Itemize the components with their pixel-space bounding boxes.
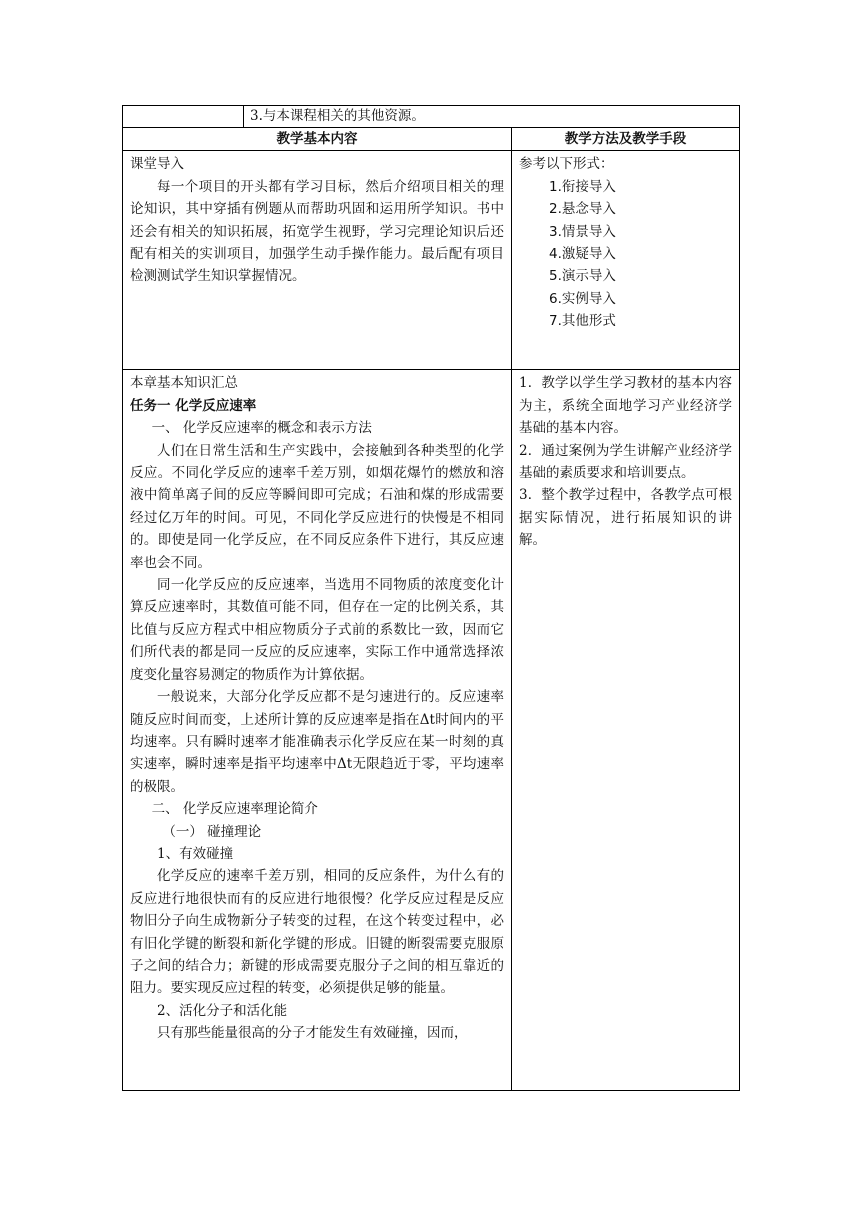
summary-title: 本章基本知识汇总 bbox=[130, 375, 238, 392]
paragraph-4: 化学反应的速率千差万别，相同的反应条件，为什么有的反应进行地很快而有的反应进行地很慢？化学反应过程是反应物旧分子向生成物新分子转变的过程，在这个转变过程中，必有旧化学键的断裂和新化学键的形成。旧键的断裂需要克服原子之间的结合力；新键的形成需要克服分子之间的相互靠近的阻力。要实现反应过程的转变，必须提供足够的能量。 bbox=[130, 868, 504, 997]
intro-row bbox=[123, 151, 740, 370]
methods-list bbox=[519, 176, 732, 333]
task-heading: 任务一 化学反应速率 bbox=[130, 397, 257, 414]
header-methods: 教学方法及教学手段 bbox=[512, 128, 740, 151]
resource-text: 3.与本课程相关的其他资源。 bbox=[250, 108, 425, 124]
method-item: 5.演示导入 bbox=[549, 268, 616, 285]
method-note-3: 3．整个教学过程中，各教学点可根据实际情况，进行拓展知识的讲解。 bbox=[519, 487, 733, 549]
method-item: 2.悬念导入 bbox=[549, 201, 616, 218]
method-item: 4.激疑导入 bbox=[549, 246, 616, 263]
method-item: 6.实例导入 bbox=[549, 290, 616, 307]
paragraph-2: 同一化学反应的反应速率，当选用不同物质的浓度变化计算反应速率时，其数值可能不同，但存在一定的比例关系，其比值与反应方程式中相应物质分子式前的系数比一致，因而它们所代表的都是同一反应的反应速率，实际工作中通常选择浓度变化量容易测定的物质作为计算依据。 bbox=[130, 577, 504, 683]
intro-paragraph: 每一个项目的开头都有学习目标，然后介绍项目相关的理论知识，其中穿插有例题从而帮助巩固和运用所学知识。书中还会有相关的知识拓展，拓宽学生视野，学习完理论知识后还配有相关的实训项目，加强学生动手操作能力。最后配有项目检测测试学生知识掌握情况。 bbox=[130, 178, 504, 285]
method-item: 1.衔接导入 bbox=[549, 178, 616, 195]
resource-row bbox=[123, 106, 740, 128]
resource-label-cell bbox=[123, 106, 244, 127]
method-item: 7.其他形式 bbox=[549, 313, 616, 330]
intro-content-cell bbox=[123, 151, 512, 370]
paragraph-3: 一般说来，大部分化学反应都不是匀速进行的。反应速率随反应时间而变，上述所计算的反应速率是指在Δt时间内的平均速率。只有瞬时速率才能准确表示化学反应在某一时刻的真实速率，瞬时速率是指平均速率中Δt无限趋近于零，平均速率的极限。 bbox=[130, 689, 504, 795]
summary-methods-cell bbox=[512, 370, 740, 1091]
paragraph-1: 人们在日常生活和生产实践中，会接触到各种类型的化学反应。不同化学反应的速率千差万别，如烟花爆竹的燃放和溶液中简单离子间的反应等瞬间即可完成；石油和煤的形成需要经过亿万年的时间。可见，不同化学反应进行的快慢是不相同的。即使是同一化学反应，在不同反应条件下进行，其反应速率也会不同。 bbox=[130, 442, 504, 571]
subsection-heading-1: （一） 碰撞理论 bbox=[162, 823, 262, 840]
paragraph-5: 只有那些能量很高的分子才能发生有效碰撞，因而， bbox=[157, 1025, 468, 1042]
section-heading-2: 二、 化学反应速率理论简介 bbox=[151, 801, 318, 818]
method-item: 3.情景导入 bbox=[549, 223, 616, 240]
item-heading-1: 1、有效碰撞 bbox=[157, 845, 234, 862]
header-row bbox=[123, 128, 740, 151]
lesson-plan-table bbox=[122, 105, 740, 1091]
resource-cell bbox=[123, 106, 740, 128]
methods-title: 参考以下形式： bbox=[519, 156, 614, 173]
intro-title: 课堂导入 bbox=[130, 156, 184, 173]
method-note-2: 2．通过案例为学生讲解产业经济学基础的素质要求和培训要点。 bbox=[519, 442, 733, 482]
intro-methods-cell bbox=[512, 151, 740, 370]
summary-row bbox=[123, 370, 740, 1091]
section-heading-1: 一、 化学反应速率的概念和表示方法 bbox=[151, 420, 372, 437]
method-note-1: 1．教学以学生学习教材的基本内容为主，系统全面地学习产业经济学基础的基本内容。 bbox=[519, 375, 733, 437]
header-content: 教学基本内容 bbox=[123, 128, 512, 151]
item-heading-2: 2、活化分子和活化能 bbox=[157, 1002, 288, 1019]
summary-content-cell bbox=[123, 370, 512, 1091]
